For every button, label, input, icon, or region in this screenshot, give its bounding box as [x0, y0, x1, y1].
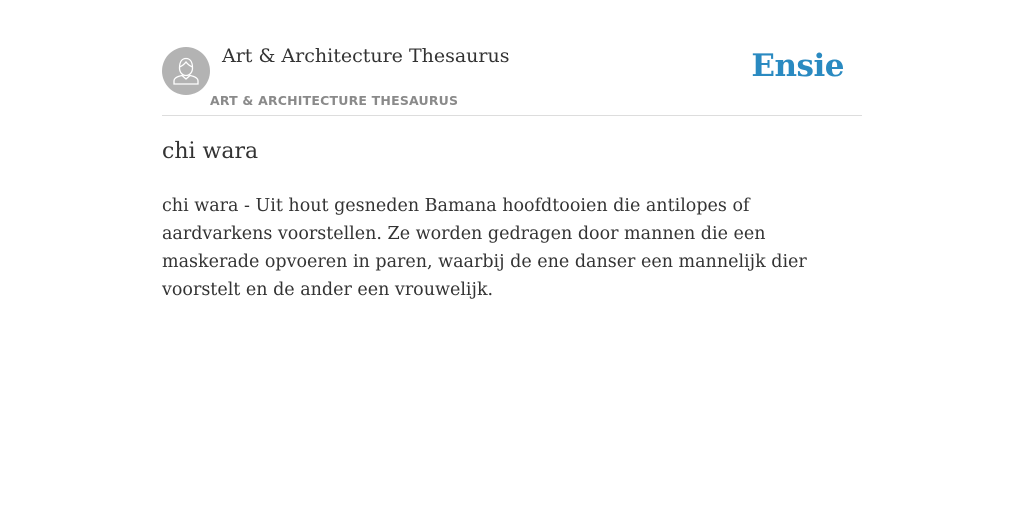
user-icon	[162, 47, 210, 95]
page-container	[162, 0, 862, 300]
ensie-logo[interactable]: Ensie	[751, 48, 844, 84]
term-definition: chi wara - Uit hout gesneden Bamana hoofdtooien die antilopes of aardvarkens voorstellen. Ze worden gedragen door mannen die een maskerade opvoeren in paren, waarbij de ene danser een mannelijk dier voorstelt en de ander een vrouwelijk.	[162, 196, 807, 300]
source-title-link[interactable]: Art & Architecture Thesaurus	[222, 45, 510, 67]
source-subtitle: ART & ARCHITECTURE THESAURUS	[210, 93, 459, 108]
source-header	[162, 0, 862, 116]
avatar[interactable]	[162, 47, 210, 95]
term-title: chi wara	[162, 139, 259, 164]
